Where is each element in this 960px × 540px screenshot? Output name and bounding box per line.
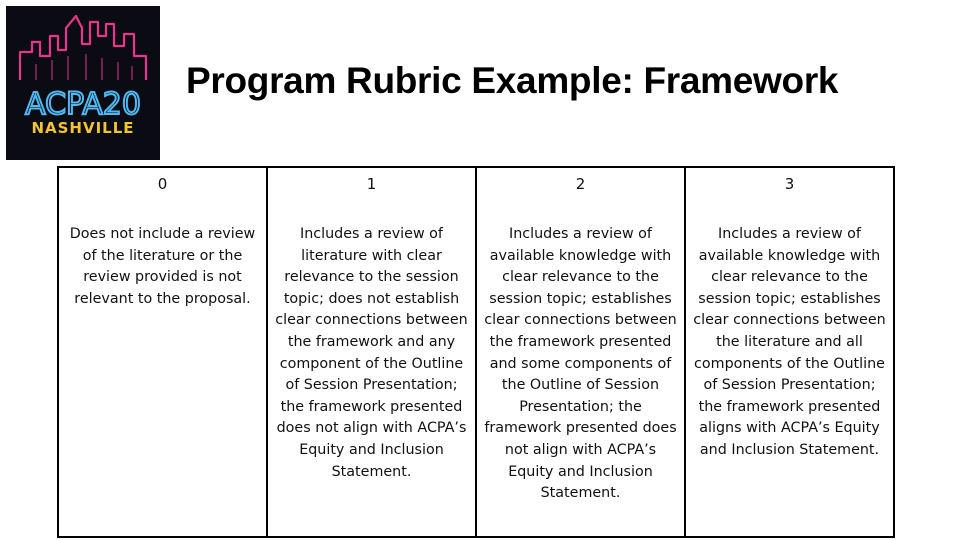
svg-text:ACPA20: ACPA20: [25, 87, 141, 122]
svg-text:NASHVILLE: NASHVILLE: [31, 119, 135, 137]
score-description-0: Does not include a review of the literature or the review provided is not relevant to the proposal.: [58, 218, 267, 537]
rubric-table: [57, 166, 895, 538]
acpa20-nashville-logo: [6, 6, 160, 160]
score-header-0: 0: [58, 167, 267, 218]
rubric-description-row: [58, 218, 894, 537]
score-description-1: Includes a review of literature with clear relevance to the session topic; does not establish clear connections between the framework and any component of the Outline of Session Presentation; the framework presented does not align with ACPA’s Equity and Inclusion Statement.: [267, 218, 476, 537]
score-description-2: Includes a review of available knowledge with clear relevance to the session topic; establishes clear connections between the framework presented and some components of the Outline of Session Presentation; the framework presented does not align with ACPA’s Equity and Inclusion Statement.: [476, 218, 685, 537]
score-header-2: 2: [476, 167, 685, 218]
rubric-header-row: [58, 167, 894, 218]
score-header-3: 3: [685, 167, 894, 218]
score-header-1: 1: [267, 167, 476, 218]
score-description-3: Includes a review of available knowledge with clear relevance to the session topic; establishes clear connections between the literature and all components of the Outline of Session Presentation; the framework presented aligns with ACPA’s Equity and Inclusion Statement.: [685, 218, 894, 537]
slide-title: Program Rubric Example: Framework: [186, 60, 839, 101]
logo-graphic: [6, 6, 160, 160]
